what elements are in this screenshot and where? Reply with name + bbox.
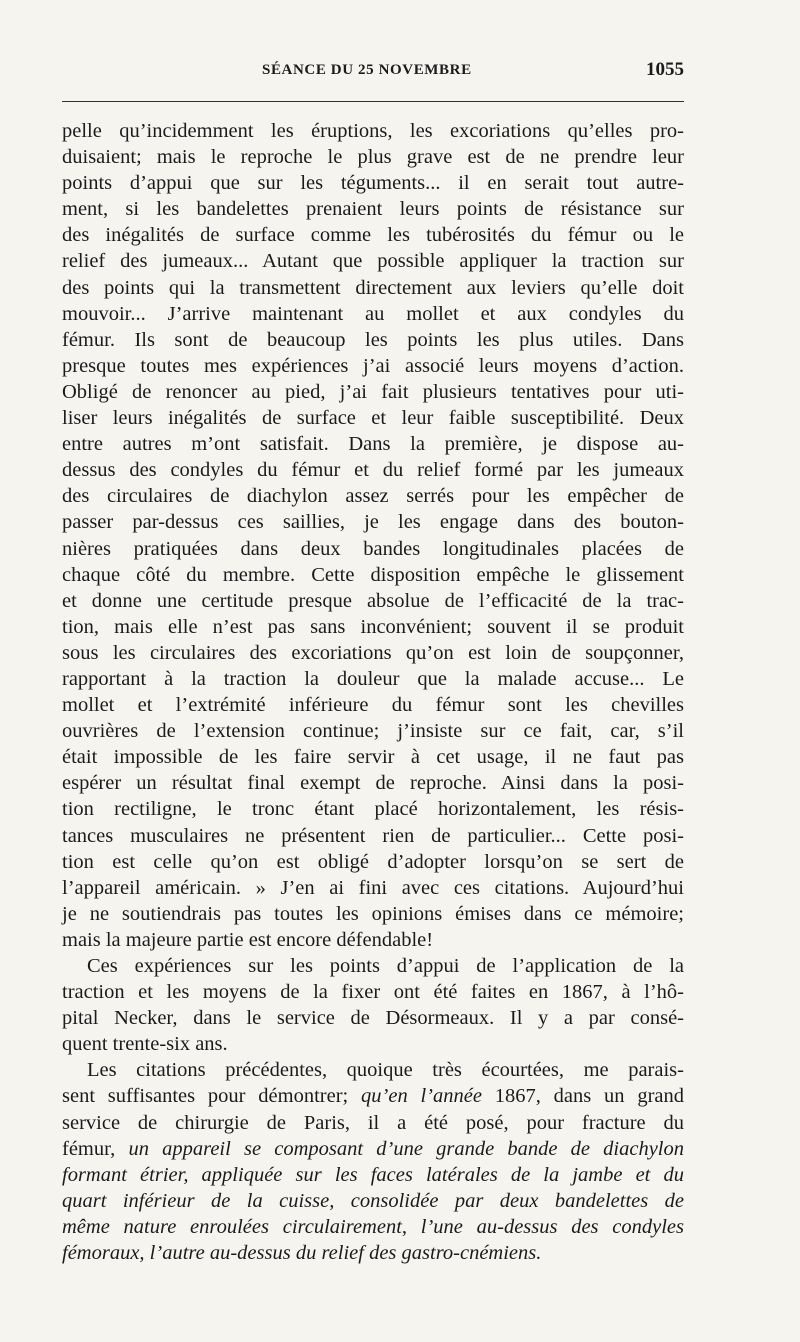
text-line	[62, 327, 684, 353]
italic-segment: formant étrier, appliquée sur les faces latérales de la jambe et du	[62, 1163, 684, 1186]
text-segment: tion rectiligne, le tronc étant placé horizontalement, les résis-	[62, 798, 684, 821]
text-line	[62, 353, 684, 379]
text-segment: espérer un résultat final exempt de reproche. Ainsi dans la posi-	[62, 772, 684, 795]
text-line	[62, 901, 684, 927]
text-line	[62, 927, 684, 953]
text-line	[62, 379, 684, 405]
text-segment: tances musculaires ne présentent rien de particulier... Cette posi-	[62, 824, 684, 847]
text-segment: tion est celle qu’on est obligé d’adopter lorsqu’on se sert de	[62, 850, 684, 873]
text-segment: des inégalités de surface comme les tubérosités du fémur ou le	[62, 224, 684, 247]
text-segment: et donne une certitude presque absolue de l’efficacité de la trac-	[62, 589, 684, 612]
italic-segment: quart inférieur de la cuisse, consolidée par deux bandelettes de	[62, 1189, 684, 1212]
text-line	[62, 770, 684, 796]
text-segment: fémur. Ils sont de beaucoup les points les plus utiles. Dans	[62, 328, 684, 351]
italic-segment: fémoraux, l’autre au-dessus du relief des gastro-cnémiens.	[62, 1242, 542, 1265]
text-segment: nières pratiquées dans deux bandes longitudinales placées de	[62, 537, 684, 560]
text-line	[62, 1110, 684, 1136]
italic-segment: un appareil se composant d’une grande bande de diachylon	[128, 1137, 684, 1160]
text-segment: mais la majeure partie est encore défendable!	[62, 928, 434, 951]
text-line	[62, 796, 684, 822]
text-line	[62, 405, 684, 431]
text-segment: mouvoir... J’arrive maintenant au mollet et aux condyles du	[62, 302, 684, 325]
text-segment: dessus des condyles du fémur et du relief formé par les jumeaux	[62, 459, 684, 482]
text-line	[62, 301, 684, 327]
text-line	[62, 457, 684, 483]
text-segment: pelle qu’incidemment les éruptions, les excoriations qu’elles pro-	[62, 120, 684, 142]
text-segment: Ces expériences sur les points d’appui de l’application de la	[87, 955, 684, 977]
text-line	[62, 275, 684, 301]
page-header	[62, 58, 684, 88]
text-line	[62, 614, 684, 640]
text-line	[62, 718, 684, 744]
text-segment: points d’appui que sur les téguments... il en serait tout autre-	[62, 172, 684, 195]
text-segment: était impossible de les faire servir à cet usage, il ne faut pas	[62, 746, 684, 769]
text-segment: ment, si les bandelettes prenaient leurs points de résistance sur	[62, 198, 684, 221]
text-line	[62, 1031, 684, 1057]
text-line	[62, 823, 684, 849]
text-segment: traction et les moyens de la fixer ont été faites en 1867, à l’hô-	[62, 981, 684, 1004]
text-line	[62, 640, 684, 666]
text-segment: pital Necker, dans le service de Désormeaux. Il y a par consé-	[62, 1007, 684, 1030]
text-segment: des points qui la transmettent directement aux leviers qu’elle doit	[62, 276, 684, 299]
text-segment: mollet et l’extrémité inférieure du fémur sont les chevilles	[62, 694, 684, 717]
text-line	[62, 118, 684, 144]
running-title: SÉANCE DU 25 NOVEMBRE	[262, 62, 472, 78]
text-line	[62, 979, 684, 1005]
text-segment: duisaient; mais le reproche le plus grave est de ne prendre leur	[62, 146, 684, 169]
text-segment: entre autres m’ont satisfait. Dans la première, je dispose au-	[62, 433, 684, 456]
text-line	[62, 953, 684, 979]
text-segment: passer par-dessus ces saillies, je les engage dans des bouton-	[62, 511, 684, 534]
text-segment: 1867, dans un grand	[481, 1085, 684, 1108]
text-segment: rapportant à la traction la douleur que la malade accuse... Le	[62, 667, 684, 690]
text-segment: relief des jumeaux... Autant que possible appliquer la traction sur	[62, 250, 684, 273]
text-segment: sent suffisantes pour démontrer;	[62, 1085, 362, 1108]
text-line	[62, 431, 684, 457]
text-line	[62, 222, 684, 248]
text-line	[62, 1136, 684, 1162]
text-line	[62, 562, 684, 588]
text-segment: des circulaires de diachylon assez serrés pour les empêcher de	[62, 485, 684, 508]
text-line	[62, 1188, 684, 1214]
text-line	[62, 692, 684, 718]
text-segment: quent trente-six ans.	[62, 1033, 228, 1056]
text-line	[62, 483, 684, 509]
text-segment: je ne soutiendrais pas toutes les opinions émises dans ce mémoire;	[62, 902, 684, 925]
header-rule	[62, 101, 684, 102]
text-line	[62, 1162, 684, 1188]
text-segment: service de chirurgie de Paris, il a été posé, pour fracture du	[62, 1111, 684, 1134]
text-line	[62, 536, 684, 562]
text-line	[62, 1214, 684, 1240]
text-line	[62, 875, 684, 901]
text-line	[62, 588, 684, 614]
text-segment: Obligé de renoncer au pied, j’ai fait plusieurs tentatives pour uti-	[62, 380, 684, 403]
text-line	[62, 1240, 684, 1266]
text-line	[62, 144, 684, 170]
text-line	[62, 248, 684, 274]
text-segment: chaque côté du membre. Cette disposition empêche le glissement	[62, 563, 684, 586]
text-line	[62, 849, 684, 875]
text-segment: liser leurs inégalités de surface et leur faible susceptibilité. Deux	[62, 407, 684, 430]
italic-segment: qu’en l’année	[361, 1085, 482, 1108]
text-line	[62, 1005, 684, 1031]
text-line	[62, 196, 684, 222]
text-segment: tion, mais elle n’est pas sans inconvénient; souvent il se produit	[62, 615, 684, 638]
text-line	[62, 170, 684, 196]
text-line	[62, 666, 684, 692]
text-segment: Les citations précédentes, quoique très écourtées, me parais-	[87, 1059, 684, 1082]
text-line	[62, 744, 684, 770]
text-segment: fémur,	[62, 1137, 129, 1160]
text-line	[62, 1057, 684, 1083]
page-number: 1055	[646, 59, 684, 80]
text-segment: sous les circulaires des excoriations qu’on est loin de soupçonner,	[62, 641, 684, 664]
text-segment: ouvrières de l’extension continue; j’insiste sur ce fait, car, s’il	[62, 720, 684, 743]
text-line	[62, 1083, 684, 1109]
text-segment: presque toutes mes expériences j’ai associé leurs moyens d’action.	[62, 354, 684, 377]
text-line	[62, 509, 684, 535]
body-text	[62, 118, 684, 1266]
italic-segment: même nature enroulées circulairement, l’une au-dessus des condyles	[62, 1215, 684, 1238]
text-segment: l’appareil américain. » J’en ai fini avec ces citations. Aujourd’hui	[62, 876, 684, 899]
